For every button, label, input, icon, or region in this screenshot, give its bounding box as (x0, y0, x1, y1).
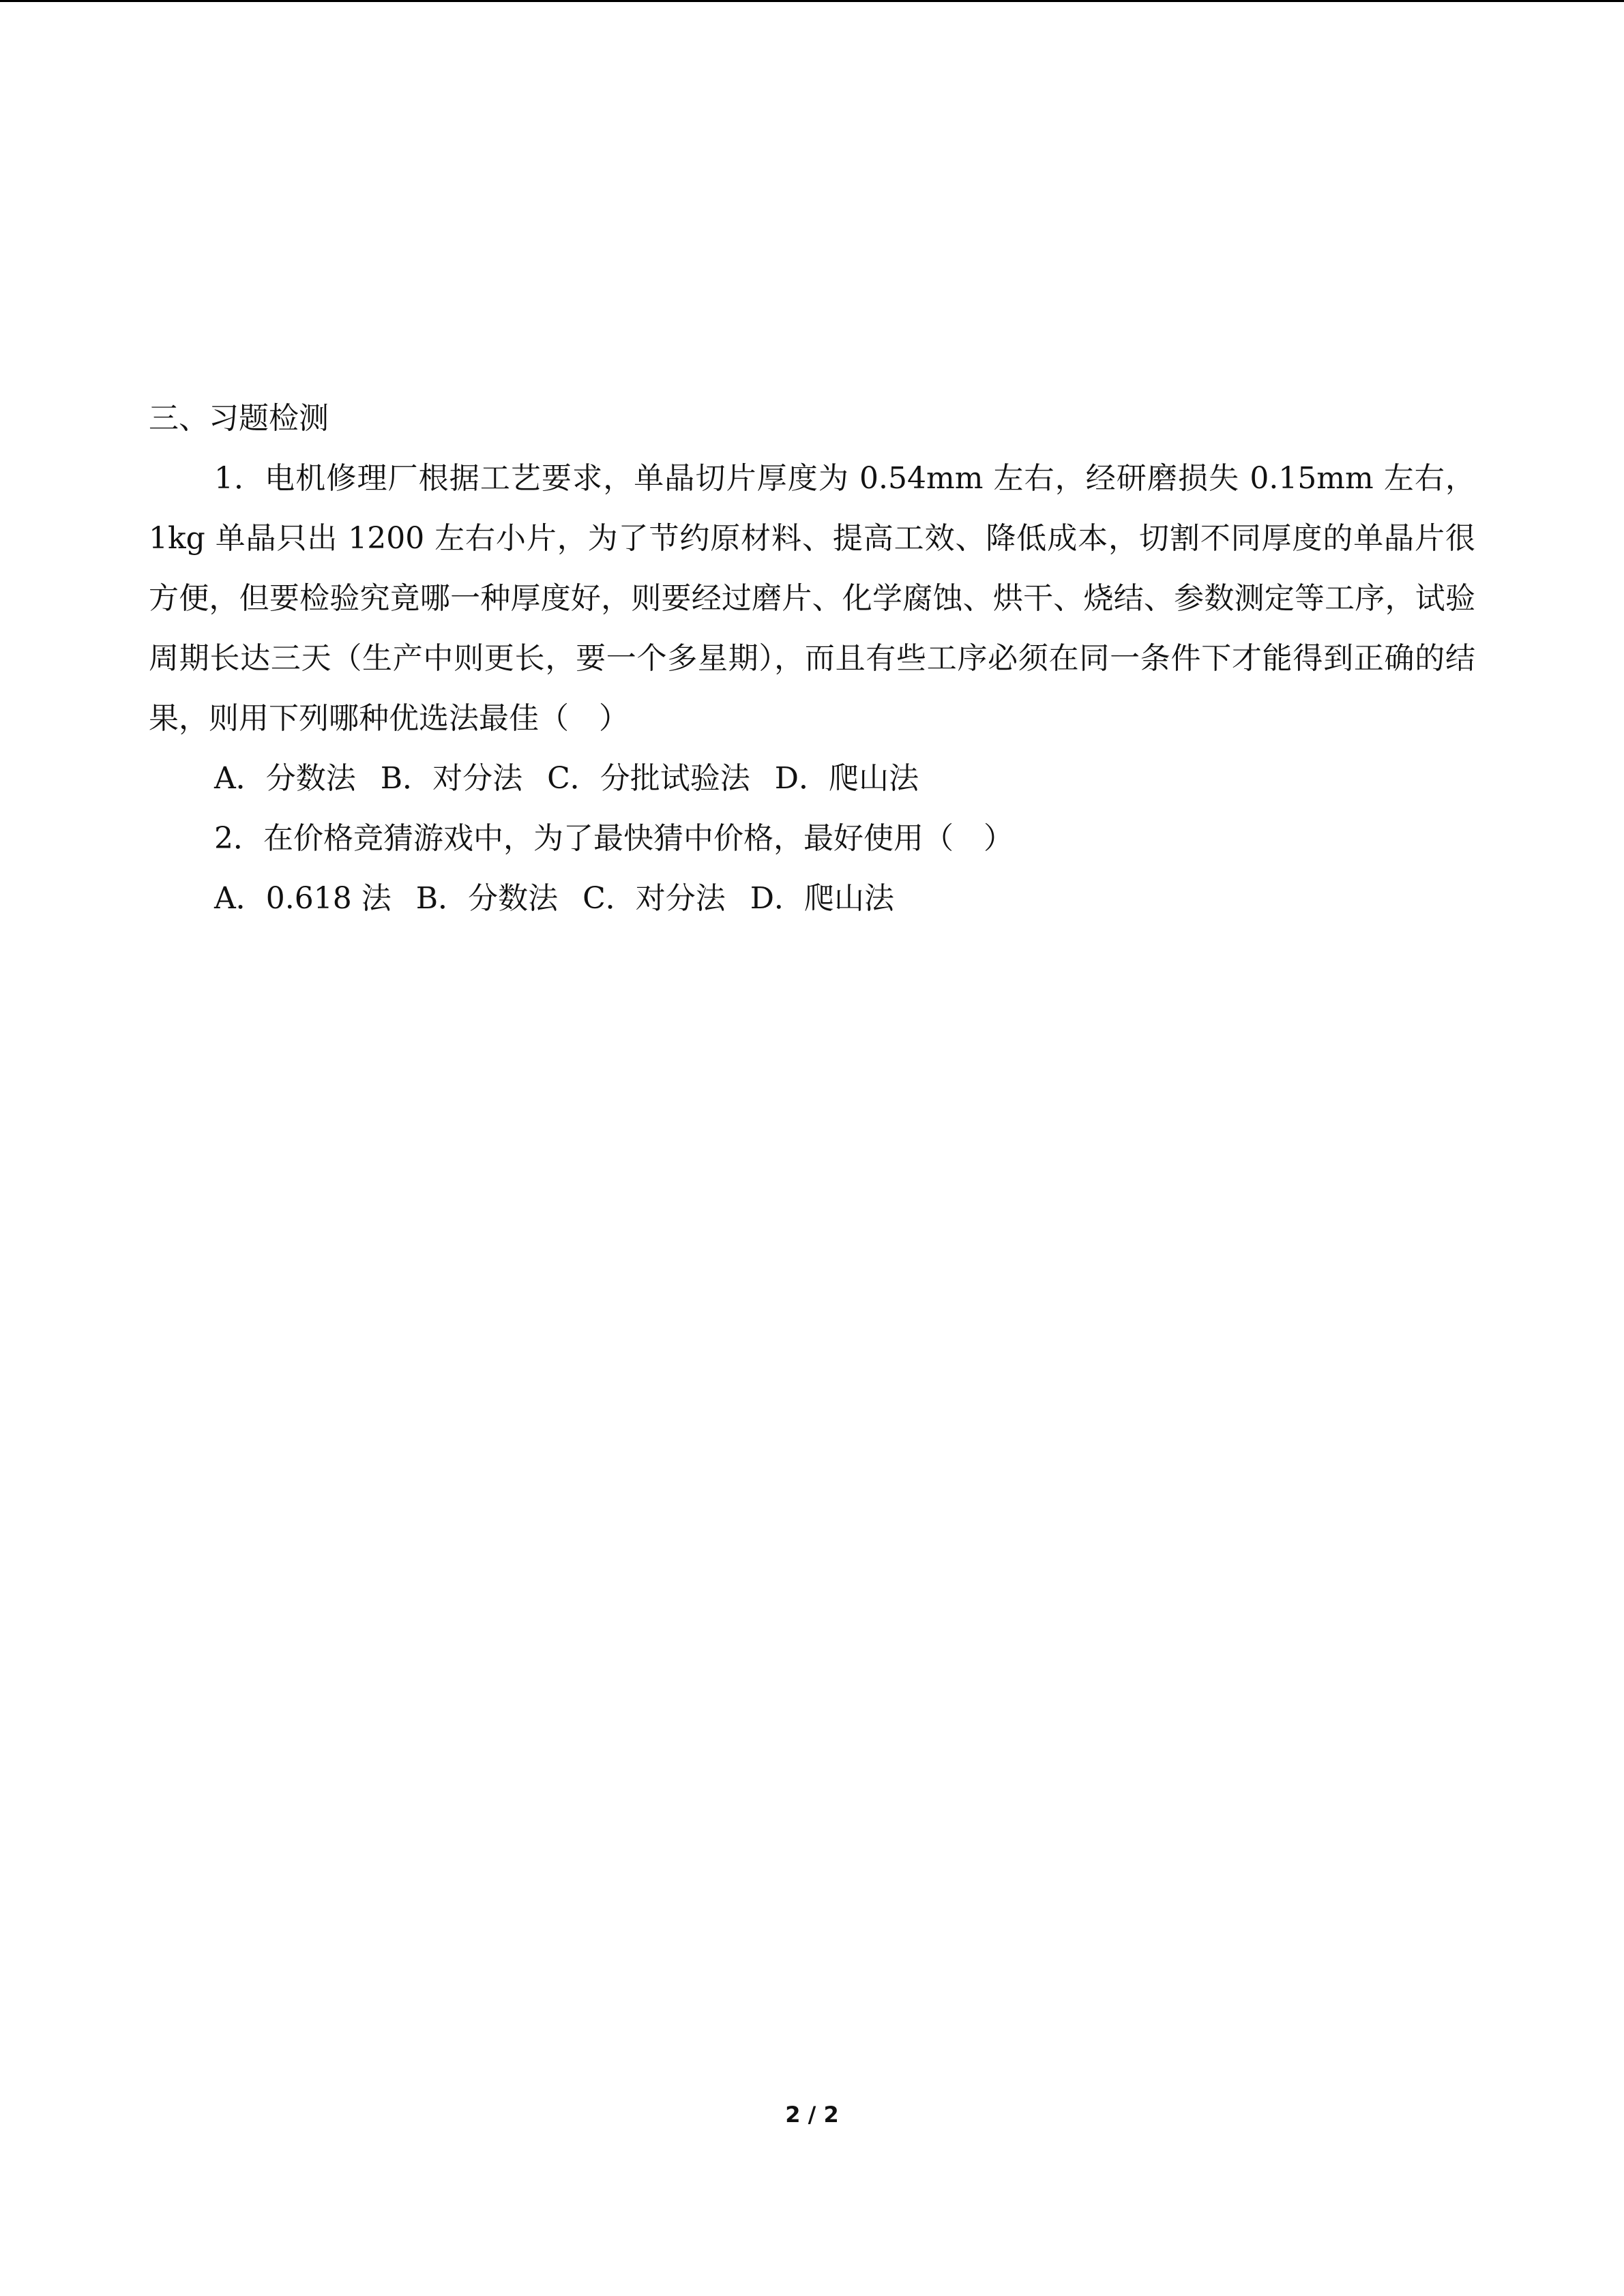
question-2-option-a: A．0.618 法 (214, 881, 392, 916)
question-2-option-c: C．对分法 (582, 881, 726, 916)
question-2-option-b: B．分数法 (415, 881, 559, 916)
question-2-stem: 2．在价格竞猜游戏中，为了最快猜中价格，最好使用（ ） (214, 821, 1014, 856)
document-body (149, 389, 1475, 929)
page-number: 2 / 2 (785, 2102, 839, 2128)
question-2-options (149, 869, 1475, 929)
question-1-option-b: B．对分法 (380, 761, 523, 796)
question-1-option-d: D．爬山法 (774, 761, 919, 796)
question-2-option-d: D．爬山法 (750, 881, 895, 916)
question-1-stem: 1．电机修理厂根据工艺要求，单晶切片厚度为 0.54mm 左右，经研磨损失 0.15mm 左右，1kg 单晶只出 1200 左右小片，为了节约原材料、提高工效、降低成本，切割不同厚度的单晶片很方便，但要检验究竟哪一种厚度好，则要经过磨片、化学腐蚀、烘干、烧结、参数测定等工序，试验周期长达三天（生产中则更长，要一个多星期），而且有些工序必须在同一条件下才能得到正确的结果，则用下列哪种优选法最佳（ ） (149, 461, 1475, 736)
question-1-options (149, 749, 1475, 809)
question-1-option-c: C．分批试验法 (547, 761, 750, 796)
top-border-line (0, 0, 1624, 2)
question-1-option-a: A．分数法 (214, 761, 356, 796)
section-title: 三、习题检测 (149, 401, 329, 436)
